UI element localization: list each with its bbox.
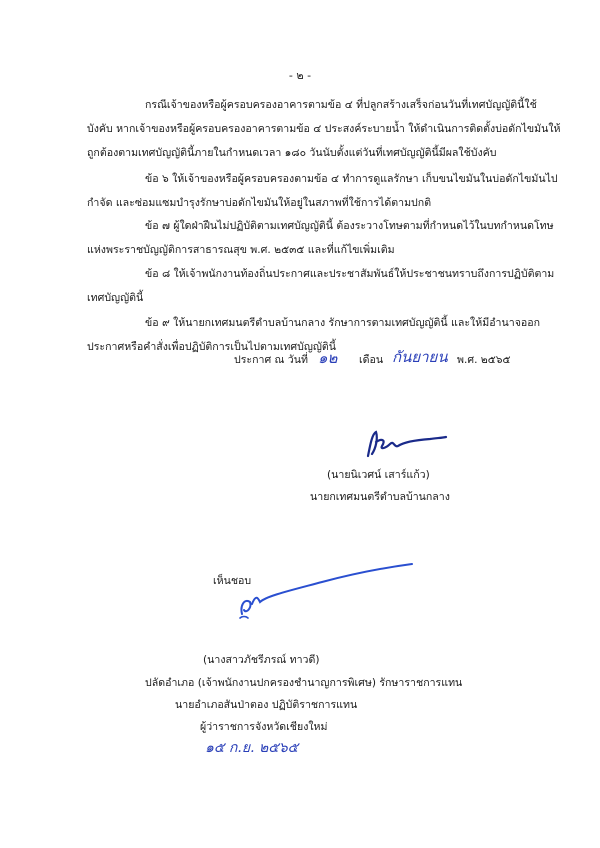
approval-label: เห็นชอบ <box>213 575 252 587</box>
announcement-year: พ.ศ. ๒๕๖๕ <box>457 354 511 366</box>
paragraph-3-line-1: ข้อ ๗ ผู้ใดฝ่าฝืนไม่ปฏิบัติตามเทศบัญญัตินี้ ต้องระวางโทษตามที่กำหนดไว้ในบทกำหนดโทษ <box>145 220 554 232</box>
paragraph-1-line-1: กรณีเจ้าของหรือผู้ครอบครองอาคารตามข้อ ๔ ที่ปลูกสร้างเสร็จก่อนวันที่เทศบัญญัตินี้ใช้ <box>145 99 537 111</box>
announcement-day: ๑๒ <box>318 349 338 367</box>
paragraph-2-line-2: กำจัด และซ่อมแซมบำรุงรักษาบ่อดักไขมันให้อยู่ในสภาพที่ใช้การได้ตามปกติ <box>87 197 432 209</box>
mayor-title: นายกเทศมนตรีตำบลบ้านกลาง <box>310 491 450 503</box>
paragraph-5-line-2: ประกาศหรือคำสั่งเพื่อปฏิบัติการเป็นไปตามเทศบัญญัตินี้ <box>87 341 337 353</box>
paragraph-2-line-1: ข้อ ๖ ให้เจ้าของหรือผู้ครอบครองตามข้อ ๔ ทำการดูแลรักษา เก็บขนไขมันในบ่อดักไขมันไป <box>145 173 558 185</box>
approver-title-2: นายอำเภอสันป่าตอง ปฏิบัติราชการแทน <box>175 699 358 711</box>
paragraph-4-line-1: ข้อ ๘ ให้เจ้าพนักงานท้องถิ่นประกาศและประชาสัมพันธ์ให้ประชาชนทราบถึงการปฏิบัติตาม <box>145 268 555 280</box>
paragraph-3-line-2: แห่งพระราชบัญญัติการสาธารณสุข พ.ศ. ๒๕๓๕ และที่แก้ไขเพิ่มเติม <box>87 244 395 256</box>
approver-name: (นางสาวภัชรีภรณ์ ทาวดี) <box>203 654 320 666</box>
paragraph-1-line-3: ถูกต้องตามเทศบัญญัตินี้ภายในกำหนดเวลา ๑๘๐ วันนับตั้งแต่วันที่เทศบัญญัตินี้มีผลใช้บังคับ <box>87 147 497 159</box>
announcement-prefix: ประกาศ ณ วันที่ <box>234 354 308 366</box>
approver-title-3: ผู้ว่าราชการจังหวัดเชียงใหม่ <box>200 721 328 733</box>
paragraph-1-line-2: บังคับ หากเจ้าของหรือผู้ครอบครองอาคารตามข้อ ๔ ประสงค์ระบายน้ำ ให้ดำเนินการติดตั้งบ่อดักไขมันให้ <box>87 123 561 135</box>
date-stamp: ๑๕ ก.ย. ๒๕๖๕ <box>205 740 299 756</box>
mayor-signature <box>360 428 450 462</box>
paragraph-5-line-1: ข้อ ๙ ให้นายกเทศมนตรีตำบลบ้านกลาง รักษาการตามเทศบัญญัตินี้ และให้มีอำนาจออก <box>145 317 541 329</box>
announcement-month: กันยายน <box>392 348 448 366</box>
approver-title-1: ปลัดอำเภอ (เจ้าพนักงานปกครองชำนาญการพิเศษ) รักษาราชการแทน <box>145 677 463 689</box>
mayor-name: (นายนิเวศน์ เสาร์แก้ว) <box>327 469 430 481</box>
paragraph-4-line-2: เทศบัญญัตินี้ <box>87 292 144 304</box>
approver-signature <box>232 558 422 622</box>
announcement-month-label: เดือน <box>359 354 384 366</box>
page-number: - ๒ - <box>288 69 312 82</box>
